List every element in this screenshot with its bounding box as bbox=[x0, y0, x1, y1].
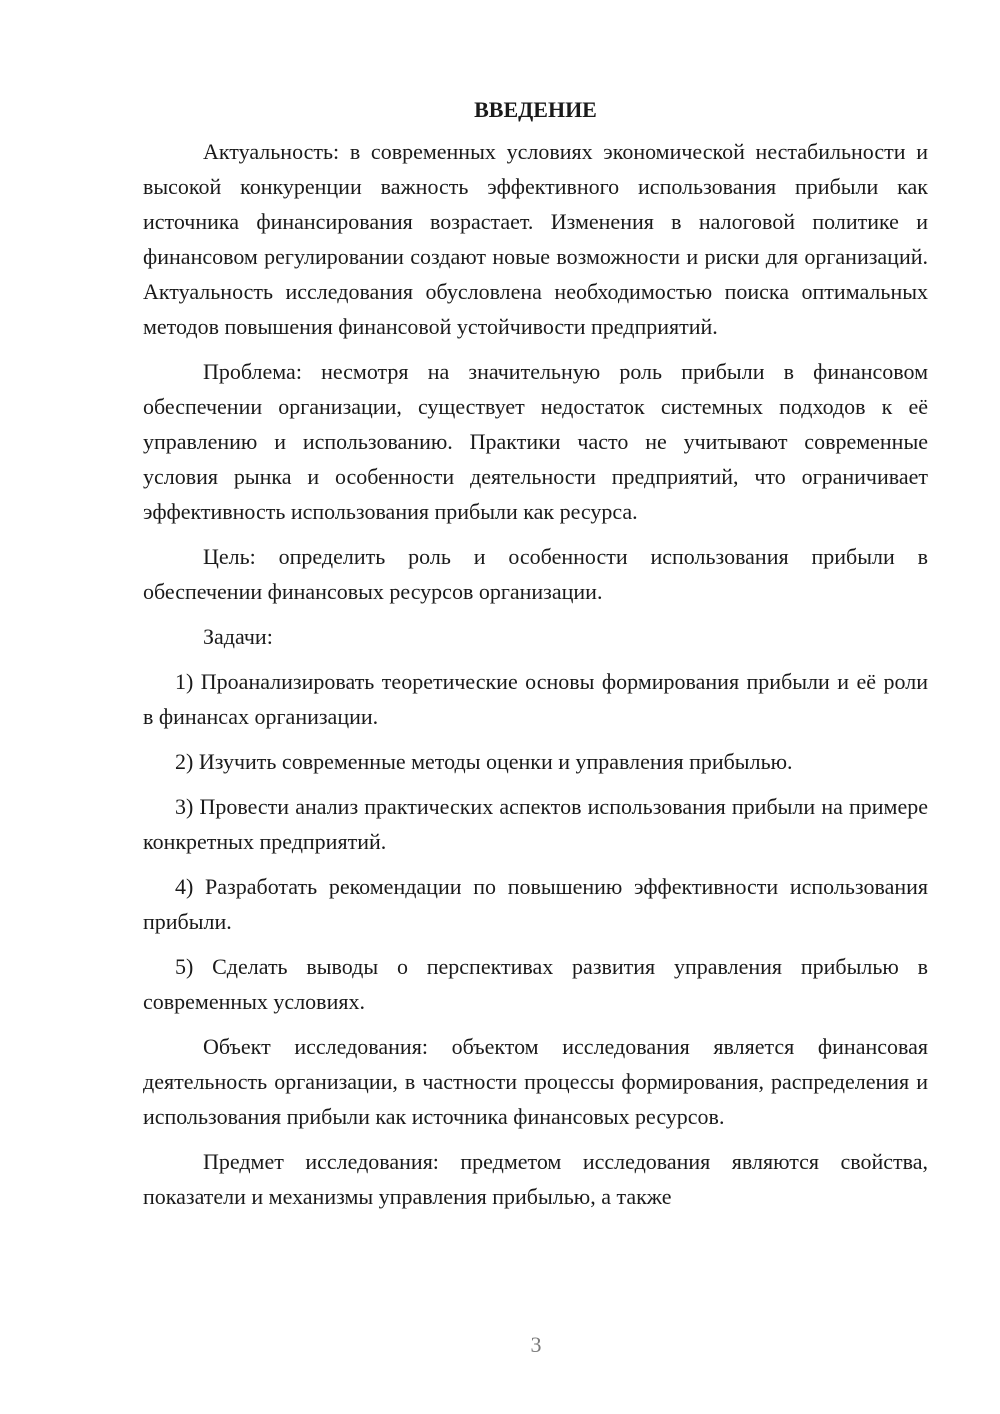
page-content bbox=[143, 92, 928, 1224]
goal-paragraph: Цель: определить роль и особенности использования прибыли в обеспечении финансовых ресурсов организации. bbox=[143, 544, 928, 604]
tasks-label: Задачи: bbox=[203, 624, 273, 649]
page-number: 3 bbox=[530, 1332, 542, 1357]
task-item-4: 4) Разработать рекомендации по повышению эффективности использования прибыли. bbox=[143, 874, 928, 934]
task-item-2: 2) Изучить современные методы оценки и управления прибылью. bbox=[175, 749, 793, 774]
problem-paragraph: Проблема: несмотря на значительную роль прибыли в финансовом обеспечении организации, существует недостаток системных подходов к её управлению и использованию. Практики часто не учитывают современные условия рынка и особенности деятельности предприятий, что ограничивает эффективность использования прибыли как ресурса. bbox=[143, 359, 928, 524]
subject-paragraph: Предмет исследования: предметом исследования являются свойства, показатели и механизмы управления прибылью, а также bbox=[143, 1149, 928, 1209]
task-item-3: 3) Провести анализ практических аспектов использования прибыли на примере конкретных предприятий. bbox=[143, 794, 928, 854]
task-item-5: 5) Сделать выводы о перспективах развития управления прибылью в современных условиях. bbox=[143, 954, 928, 1014]
section-heading: ВВЕДЕНИЕ bbox=[474, 97, 597, 122]
object-paragraph: Объект исследования: объектом исследования является финансовая деятельность организации, в частности процессы формирования, распределения и использования прибыли как источника финансовых ресурсов. bbox=[143, 1034, 928, 1129]
relevance-paragraph: Актуальность: в современных условиях экономической нестабильности и высокой конкуренции важность эффективного использования прибыли как источника финансирования возрастает. Изменения в налоговой политике и финансовом регулировании создают новые возможности и риски для организаций. Актуальность исследования обусловлена необходимостью поиска оптимальных методов повышения финансовой устойчивости предприятий. bbox=[143, 139, 928, 339]
task-item-1: 1) Проанализировать теоретические основы формирования прибыли и её роли в финансах организации. bbox=[143, 669, 928, 729]
